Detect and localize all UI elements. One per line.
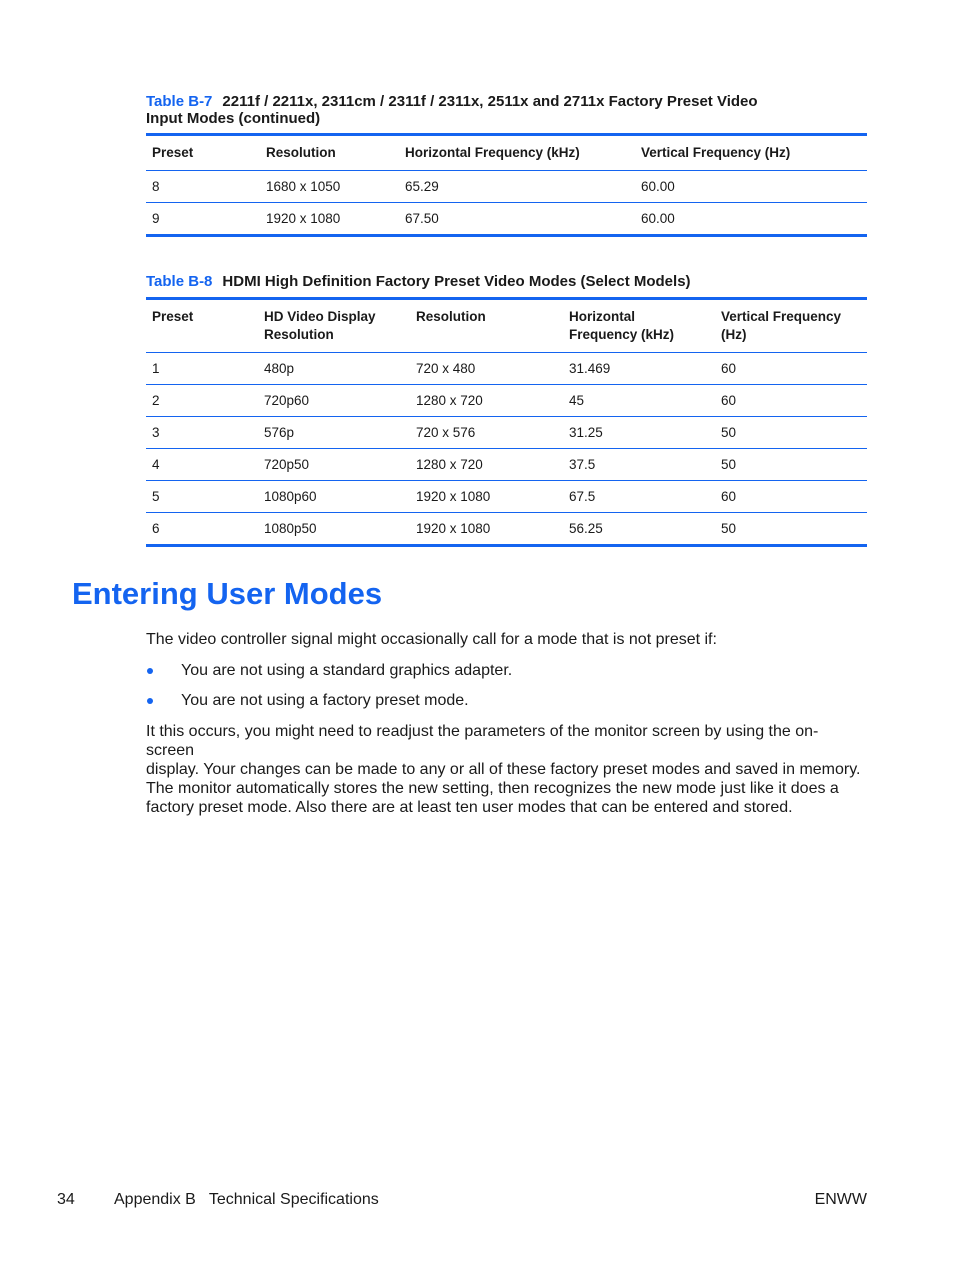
table-cell: 720p50 <box>258 449 410 481</box>
table-cell: 1080p60 <box>258 481 410 513</box>
table-cell: 576p <box>258 417 410 449</box>
intro-paragraph: The video controller signal might occasionally call for a mode that is not preset if: <box>146 631 717 648</box>
table-cell: 8 <box>146 171 260 203</box>
table-b8-header-preset: Preset <box>146 299 258 353</box>
table-cell: 1280 x 720 <box>410 385 563 417</box>
table-cell: 67.5 <box>563 481 715 513</box>
bullet-text: You are not using a factory preset mode. <box>181 692 469 709</box>
table-cell: 60.00 <box>641 211 675 226</box>
table-b7-header-row <box>146 135 867 171</box>
table-b8-header-hd-resolution: HD Video Display Resolution <box>258 299 410 353</box>
table-row <box>146 481 867 513</box>
bullet-text: You are not using a standard graphics adapter. <box>181 662 513 679</box>
table-cell: 60 <box>715 481 867 513</box>
table-b7-header-horizontal: Horizontal Frequency (kHz) <box>399 135 635 171</box>
page-number: 34 <box>57 1191 75 1208</box>
table-cell: 31.25 <box>563 417 715 449</box>
table-cell: 65.29 <box>399 171 635 203</box>
table-b7 <box>146 133 867 237</box>
table-cell: 31.469 <box>563 353 715 385</box>
table-row <box>146 513 867 546</box>
table-b8-header-row <box>146 299 867 353</box>
table-cell: 1920 x 1080 <box>410 481 563 513</box>
table-cell: 37.5 <box>563 449 715 481</box>
table-b8-header-resolution: Resolution <box>410 299 563 353</box>
bullet-icon <box>147 698 153 704</box>
table-row <box>146 203 867 236</box>
table-b8-header-vertical: Vertical Frequency (Hz) <box>715 299 867 353</box>
footer-right-label: ENWW <box>814 1191 867 1208</box>
table-b8-label: Table B-8 <box>146 273 213 290</box>
table-b7-caption <box>146 93 866 127</box>
table-cell: 720p60 <box>258 385 410 417</box>
table-cell: 45 <box>563 385 715 417</box>
table-row <box>146 171 867 203</box>
table-cell: 3 <box>146 417 258 449</box>
table-b8-title: HDMI High Definition Factory Preset Video Modes (Select Models) <box>222 273 691 290</box>
section-heading: Entering User Modes <box>72 576 383 611</box>
table-cell: 720 x 480 <box>410 353 563 385</box>
table-cell: 1 <box>146 353 258 385</box>
table-cell: 50 <box>715 449 867 481</box>
table-b7-label: Table B-7 <box>146 93 213 110</box>
table-cell: 5 <box>146 481 258 513</box>
table-b7-header-resolution: Resolution <box>260 135 399 171</box>
table-cell: 720 x 576 <box>410 417 563 449</box>
table-cell: 50 <box>721 521 737 536</box>
table-cell: 480p <box>258 353 410 385</box>
table-cell: 1920 x 1080 <box>416 521 491 536</box>
table-b7-header-preset: Preset <box>146 135 260 171</box>
body-paragraph: It this occurs, you might need to readjust the parameters of the monitor screen by using the on-screen display. Your changes can be made to any or all of these factory preset modes and saved in memory. The monitor automatically stores the new setting, then recognizes the new mode just like it does a factory preset mode. Also there are at least ten user modes that can be entered and stored. <box>146 723 861 816</box>
table-row <box>146 449 867 481</box>
table-cell: 2 <box>146 385 258 417</box>
table-cell: 1680 x 1050 <box>260 171 399 203</box>
table-b8-header-horizontal: Horizontal Frequency (kHz) <box>563 299 715 353</box>
table-cell: 60 <box>715 385 867 417</box>
table-cell: 6 <box>152 521 160 536</box>
bullet-icon <box>147 668 153 674</box>
footer-title: Appendix B Technical Specifications <box>114 1191 379 1208</box>
table-cell: 56.25 <box>569 521 603 536</box>
table-cell: 1280 x 720 <box>410 449 563 481</box>
table-cell: 9 <box>152 211 160 226</box>
table-cell: 50 <box>715 417 867 449</box>
table-cell: 60 <box>715 353 867 385</box>
table-row <box>146 385 867 417</box>
table-b7-title-line1: 2211f / 2211x, 2311cm / 2311f / 2311x, 2511x and 2711x Factory Preset Video <box>222 93 758 110</box>
table-b7-header-vertical: Vertical Frequency (Hz) <box>635 135 867 171</box>
table-row <box>146 353 867 385</box>
table-b7-title-line2: Input Modes (continued) <box>146 110 321 127</box>
table-row <box>146 417 867 449</box>
table-cell: 4 <box>146 449 258 481</box>
table-cell: 60.00 <box>635 171 867 203</box>
table-cell: 1920 x 1080 <box>266 211 341 226</box>
table-cell: 1080p50 <box>264 521 317 536</box>
table-cell: 67.50 <box>405 211 439 226</box>
table-b8 <box>146 297 867 547</box>
table-b8-caption <box>146 273 866 290</box>
